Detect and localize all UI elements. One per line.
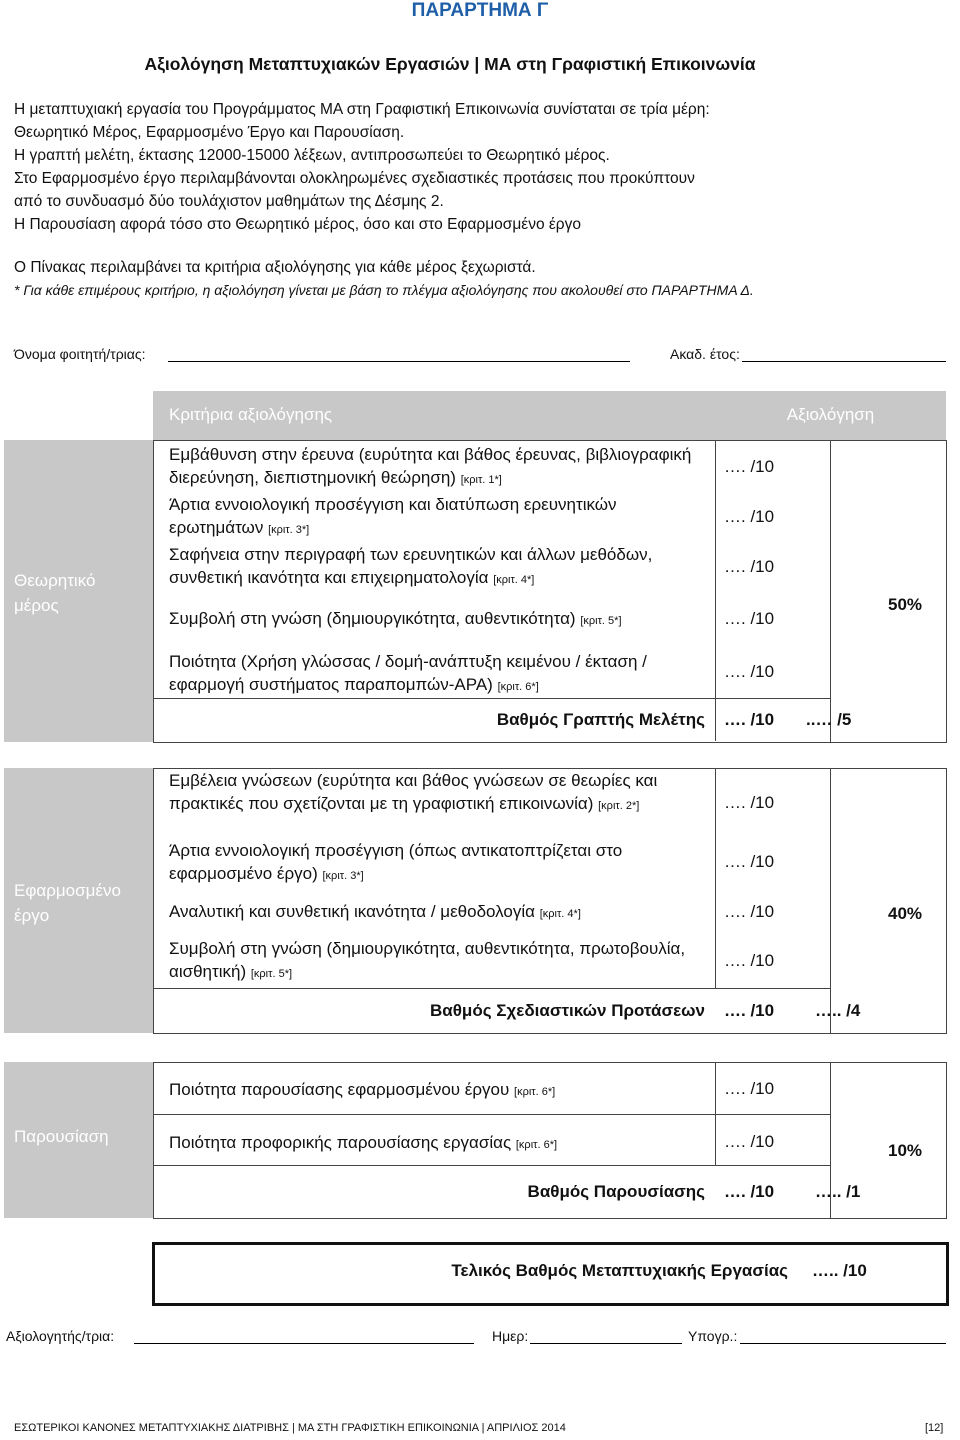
presentation-score-2[interactable]: …. /10 [724,1132,775,1151]
presentation-part-label: Παρουσίαση [4,1062,153,1218]
evaluation-header: Αξιολόγηση [715,391,946,440]
applied-criterion-3: Αναλυτική και συνθετική ικανότητα / μεθοδολογία [κριτ. 4*] [169,902,581,921]
theory-criterion-5: Ποιότητα (Χρήση γλώσσας / δομή-ανάπτυξη κειμένου / έκταση / εφαρμογή συστήματος παραπομπών-APA) [κριτ. 6*] [169,652,647,694]
theory-total-score[interactable]: …. /10 [724,710,775,729]
evaluator-label: Αξιολογητής/τρια: [6,1328,115,1344]
theory-total-label: Βαθμός Γραπτής Μελέτης [496,710,705,729]
appendix-heading: ΠΑΡΑΡΤΗΜΑ Γ [411,0,549,21]
theory-criterion-2: Άρτια εννοιολογική προσέγγιση και διατύπωση ερευνητικών ερωτημάτων [κριτ. 3*] [169,495,617,537]
presentation-weighted-score[interactable]: ….. /1 [815,1182,861,1201]
presentation-total-label: Βαθμός Παρουσίασης [527,1182,705,1201]
student-name-label: Όνομα φοιτητή/τριας: [14,346,146,362]
evaluator-field[interactable] [134,1328,474,1344]
applied-criterion-4: Συμβολή στη γνώση (δημιουργικότητα, αυθεντικότητα, πρωτοβουλία, αισθητική) [κριτ. 5*] [169,939,686,981]
presentation-score-1[interactable]: …. /10 [724,1079,775,1098]
theory-criterion-4: Συμβολή στη γνώση (δημιουργικότητα, αυθεντικότητα) [κριτ. 5*] [169,609,622,628]
page-title: Αξιολόγηση Μεταπτυχιακών Εργασιών | ΜΑ στη Γραφιστική Επικοινωνία [144,54,756,74]
final-grade-score[interactable]: ….. /10 [812,1261,867,1280]
applied-total-label: Βαθμός Σχεδιαστικών Προτάσεων [430,1001,705,1020]
applied-criterion-1: Εμβέλεια γνώσεων (ευρύτητα και βάθος γνώσεων σε θεωρίες και πρακτικές που σχετίζονται με τη γραφιστική επικοινωνία) [κριτ. 2*] [169,771,658,813]
applied-part-label: Εφαρμοσμένο έργο [4,768,153,1033]
theory-score-1[interactable]: …. /10 [724,457,775,476]
theory-score-4[interactable]: …. /10 [724,609,775,628]
academic-year-label: Ακαδ. έτος: [670,346,740,362]
presentation-criterion-2: Ποιότητα προφορικής παρουσίασης εργασίας [κριτ. 6*] [169,1133,558,1152]
presentation-total-score[interactable]: …. /10 [724,1182,775,1201]
footer-text: ΕΣΩΤΕΡΙΚΟΙ ΚΑΝΟΝΕΣ ΜΕΤΑΠΤΥΧΙΑΚΗΣ ΔΙΑΤΡΙΒΗΣ | ΜΑ ΣΤΗ ΓΡΑΦΙΣΤΙΚΗ ΕΠΙΚΟΙΝΩΝΙΑ | ΑΠΡΙΛΙΟΣ 2014 [14,1422,566,1434]
theory-score-5[interactable]: …. /10 [724,662,775,681]
presentation-weight: 10% [888,1141,923,1160]
applied-weight: 40% [888,904,923,923]
applied-score-2[interactable]: …. /10 [724,852,775,871]
applied-score-4[interactable]: …. /10 [724,951,775,970]
theory-score-3[interactable]: …. /10 [724,557,775,576]
theory-weighted-score[interactable]: ..… /5 [806,710,852,729]
theory-weight: 50% [888,595,923,614]
signature-label: Υπογρ.: [688,1328,738,1344]
date-label: Ημερ: [492,1328,529,1344]
page-number: [12] [925,1422,944,1434]
theory-part-label: Θεωρητικό μέρος [4,440,153,742]
theory-score-2[interactable]: …. /10 [724,507,775,526]
theory-criterion-1: Εμβάθυνση στην έρευνα (ευρύτητα και βάθος έρευνας, βιβλιογραφική διερεύνηση, διεπιστημονική θεώρηση) [κριτ. 1*] [169,445,692,487]
applied-weighted-score[interactable]: ….. /4 [815,1001,861,1020]
applied-total-score[interactable]: …. /10 [724,1001,775,1020]
date-field[interactable] [530,1328,682,1344]
academic-year-field[interactable] [742,346,946,362]
applied-score-3[interactable]: …. /10 [724,902,775,921]
theory-criterion-3: Σαφήνεια στην περιγραφή των ερευνητικών και άλλων μεθόδων, συνθετική ικανότητα και επιχειρηματολογία [κριτ. 4*] [169,545,653,587]
presentation-criterion-1: Ποιότητα παρουσίασης εφαρμοσμένου έργου [κριτ. 6*] [169,1080,556,1099]
applied-score-1[interactable]: …. /10 [724,793,775,812]
criteria-header: Κριτήρια αξιολόγησης [153,391,715,440]
signature-field[interactable] [740,1328,946,1344]
intro-text: Η μεταπτυχιακή εργασία του Προγράμματος ΜΑ στη Γραφιστική Επικοινωνία συνίσταται σε τρία μέρη: Θεωρητικό Μέρος, Εφαρμοσμένο Έργο και Παρουσίαση. Η γραπτή μελέτη, έκτασης 12000-15000 λέξεων, αντιπροσωπεύει το Θεωρητικό μέρος. Στο Εφαρμοσμένο έργο περιλαμβάνονται ολοκληρωμένες σχεδιαστικές προτάσεις που προκύπτουν από το συνδυασμό δύο τουλάχιστον μαθημάτων της Δέσμης 2. Η Παρουσίαση αφορά τόσο στο Θεωρητικό μέρος, όσο και στο Εφαρμοσμένο έργο Ο Πίνακας περιλαμβάνει τα κριτήρια αξιολόγησης για κάθε μέρος ξεχωριστά. * Για κάθε επιμέρους κριτήριο, η αξιολόγηση γίνεται με βάση το πλέγμα αξιολόγησης που ακολουθεί στο ΠΑΡΑΡΤΗΜΑ Δ. [14,101,754,298]
student-name-field[interactable] [168,346,630,362]
applied-criterion-2: Άρτια εννοιολογική προσέγγιση (όπως αντικατοπτρίζεται στο εφαρμοσμένο έργο) [κριτ. 3*] [169,841,623,883]
final-grade-label: Τελικός Βαθμός Μεταπτυχιακής Εργασίας [451,1261,788,1280]
